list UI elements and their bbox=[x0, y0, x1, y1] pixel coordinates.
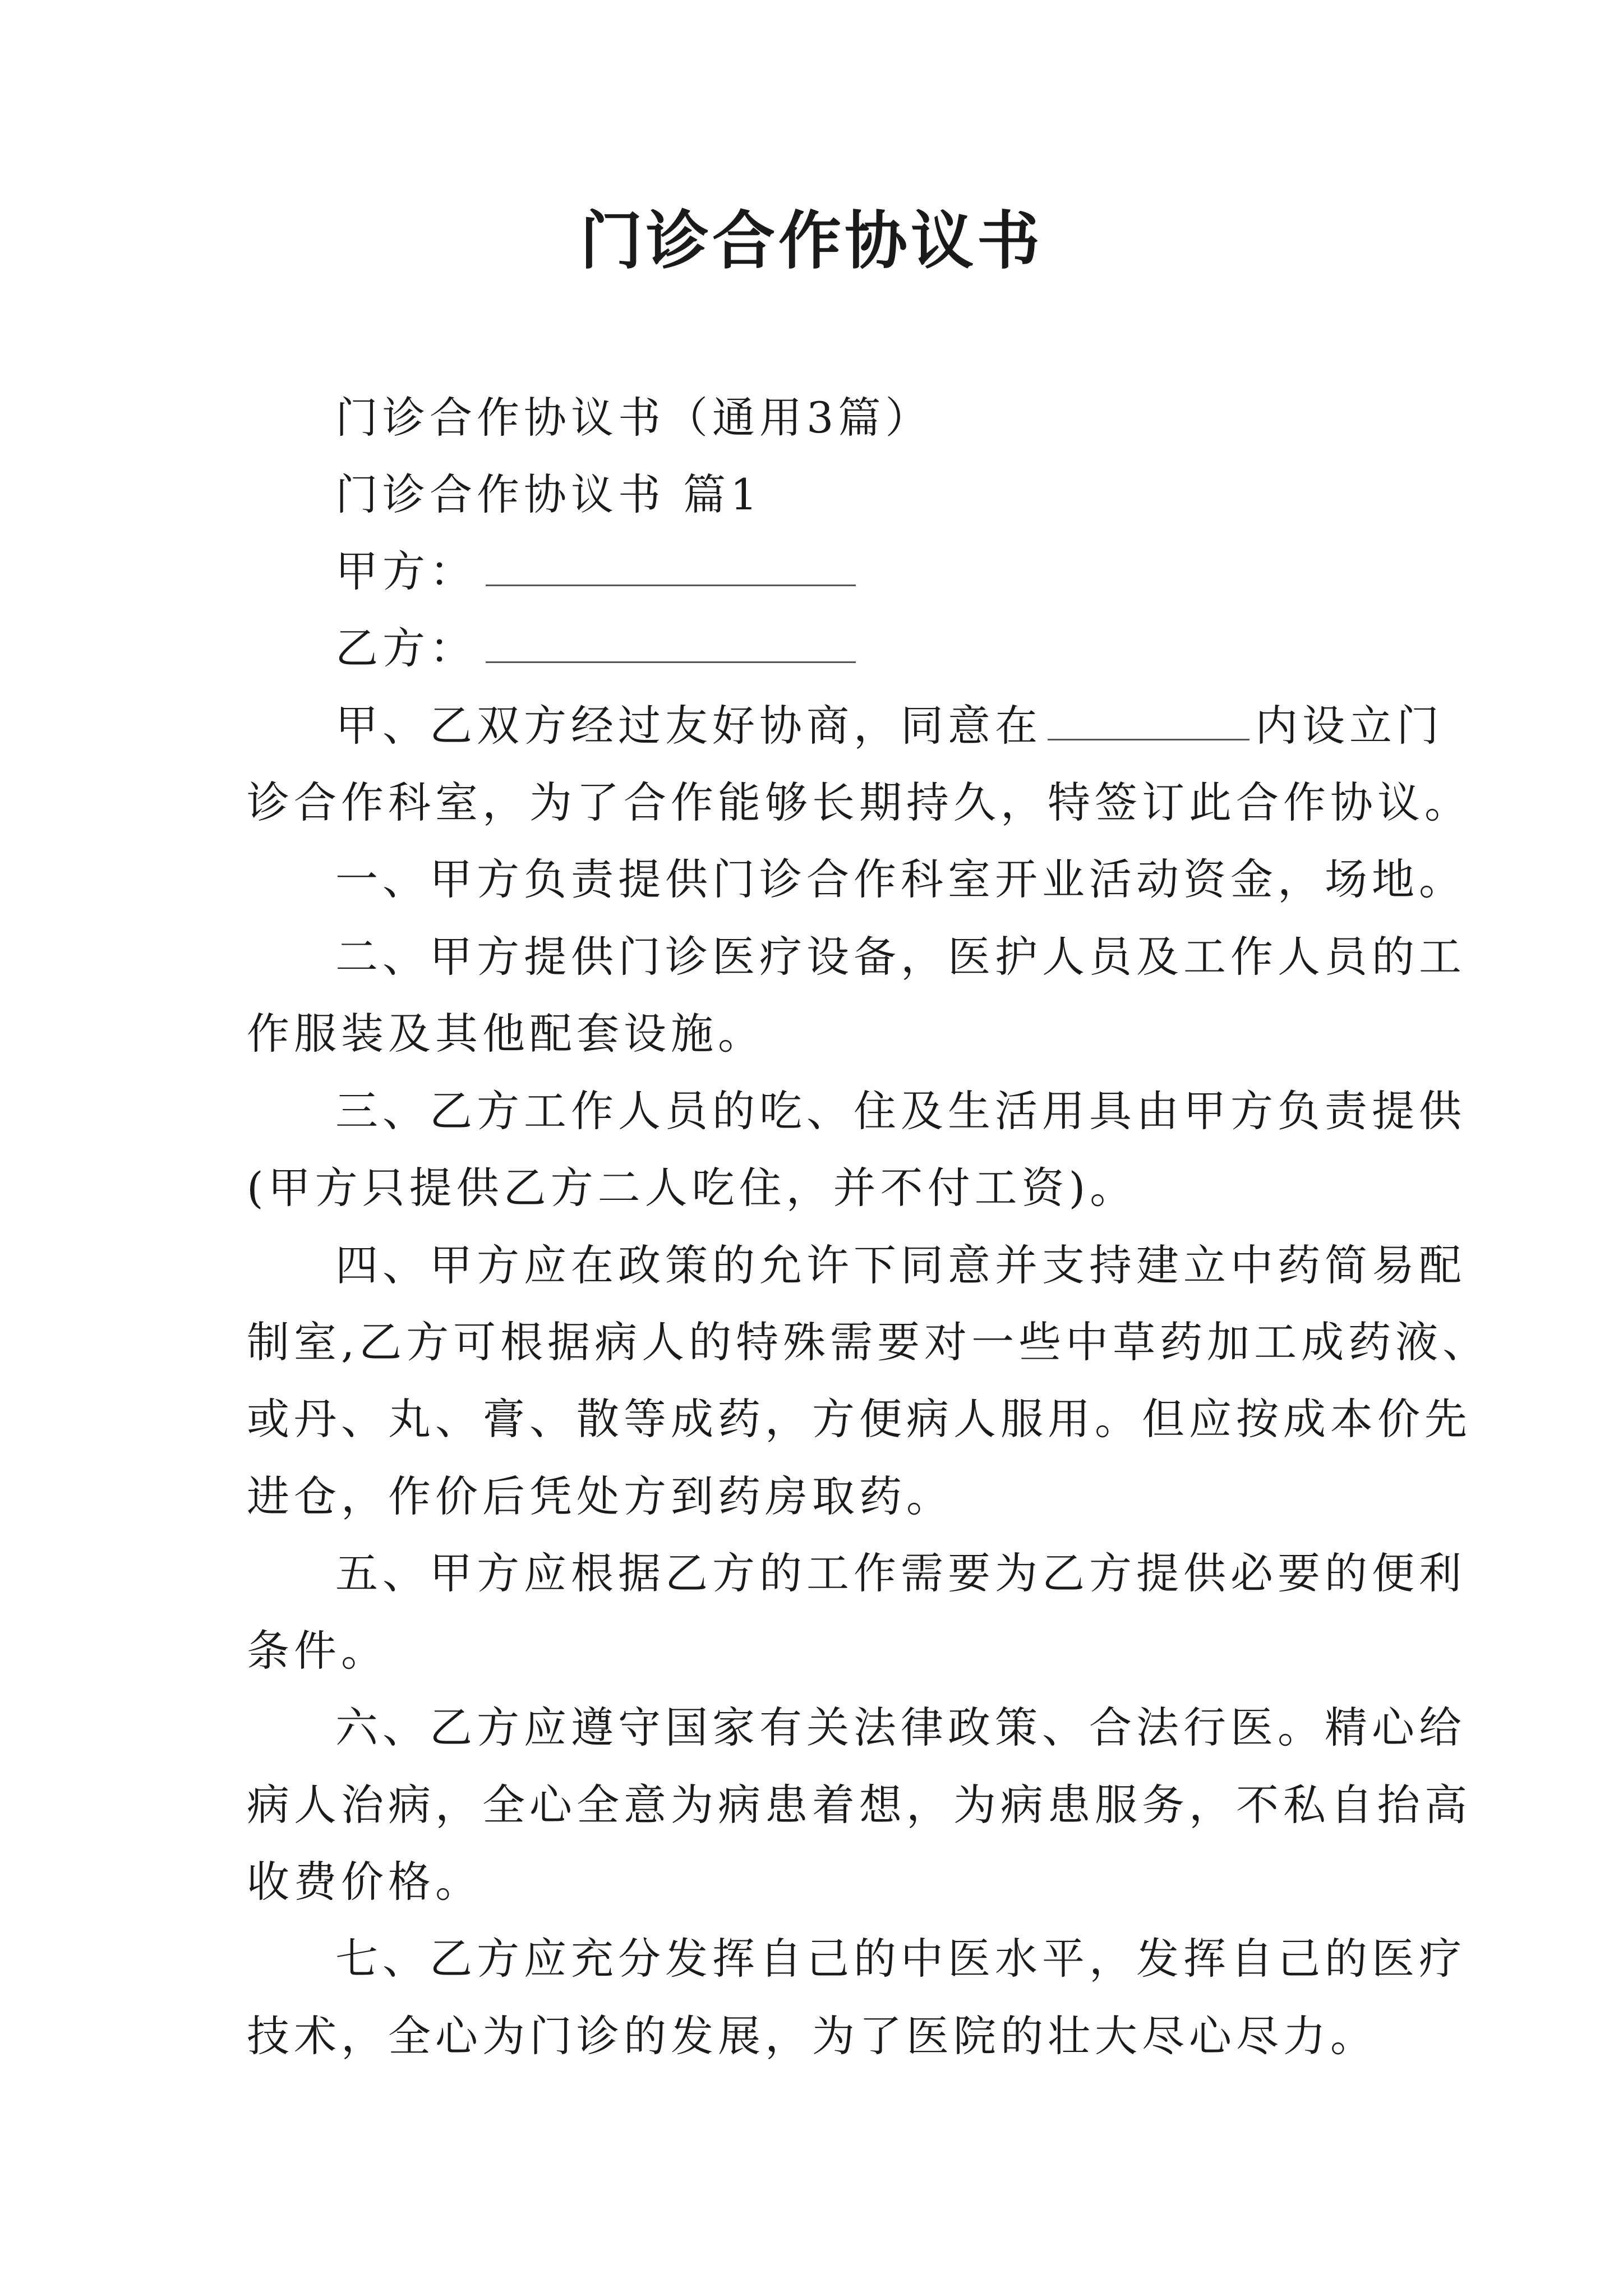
clause-5-line-2: 条件。 bbox=[247, 1626, 388, 1676]
clause-4-line-4: 进仓，作价后凭处方到药房取药。 bbox=[247, 1471, 953, 1521]
party-a-label: 甲方： bbox=[335, 546, 477, 596]
party-a-blank bbox=[486, 547, 856, 586]
party-a-line bbox=[335, 541, 856, 602]
intro-text-a: 甲、乙双方经过友好协商，同意在 bbox=[335, 701, 1042, 751]
party-b-line bbox=[335, 618, 856, 679]
clause-4-line-1: 四、甲方应在政策的允许下同意并支持建立中药简易配 bbox=[335, 1240, 1466, 1290]
clause-4-line-3: 或丹、丸、膏、散等成药，方便病人服用。但应按成本价先 bbox=[247, 1394, 1472, 1444]
clause-6-line-3: 收费价格。 bbox=[247, 1857, 482, 1907]
clause-7-line-1: 七、乙方应充分发挥自己的中医水平，发挥自己的医疗 bbox=[335, 1934, 1466, 1984]
party-b-label: 乙方： bbox=[335, 623, 477, 673]
location-blank bbox=[1048, 702, 1249, 740]
clause-6-line-2: 病人治病，全心全意为病患着想，为病患服务，不私自抬高 bbox=[247, 1780, 1472, 1830]
clause-6-line-1: 六、乙方应遵守国家有关法律政策、合法行医。精心给 bbox=[335, 1703, 1466, 1752]
clause-7-line-2: 技术，全心为门诊的发展，为了医院的壮大尽心尽力。 bbox=[247, 2011, 1377, 2061]
party-b-blank bbox=[486, 624, 856, 663]
clause-5-line-1: 五、甲方应根据乙方的工作需要为乙方提供必要的便利 bbox=[335, 1548, 1466, 1598]
document-title: 门诊合作协议书 bbox=[580, 204, 1043, 278]
intro-line-2: 诊合作科室，为了合作能够长期持久，特签订此合作协议。 bbox=[247, 777, 1472, 827]
clause-3-line-2: (甲方只提供乙方二人吃住，并不付工资)。 bbox=[247, 1163, 1137, 1213]
clause-2-line-2: 作服装及其他配套设施。 bbox=[247, 1009, 765, 1059]
clause-2-line-1: 二、甲方提供门诊医疗设备，医护人员及工作人员的工 bbox=[335, 932, 1466, 982]
clause-4-line-2: 制室,乙方可根据病人的特殊需要对一些中草药加工成药液、 bbox=[247, 1317, 1490, 1367]
intro-line-1 bbox=[335, 695, 1444, 757]
section-heading: 门诊合作协议书 篇1 bbox=[335, 470, 762, 519]
intro-text-b: 内设立门 bbox=[1255, 701, 1444, 751]
clause-3-line-1: 三、乙方工作人员的吃、住及生活用具由甲方负责提供 bbox=[335, 1086, 1466, 1136]
clause-1: 一、甲方负责提供门诊合作科室开业活动资金，场地。 bbox=[335, 854, 1466, 904]
subtitle: 门诊合作协议书（通用3篇） bbox=[335, 393, 933, 443]
